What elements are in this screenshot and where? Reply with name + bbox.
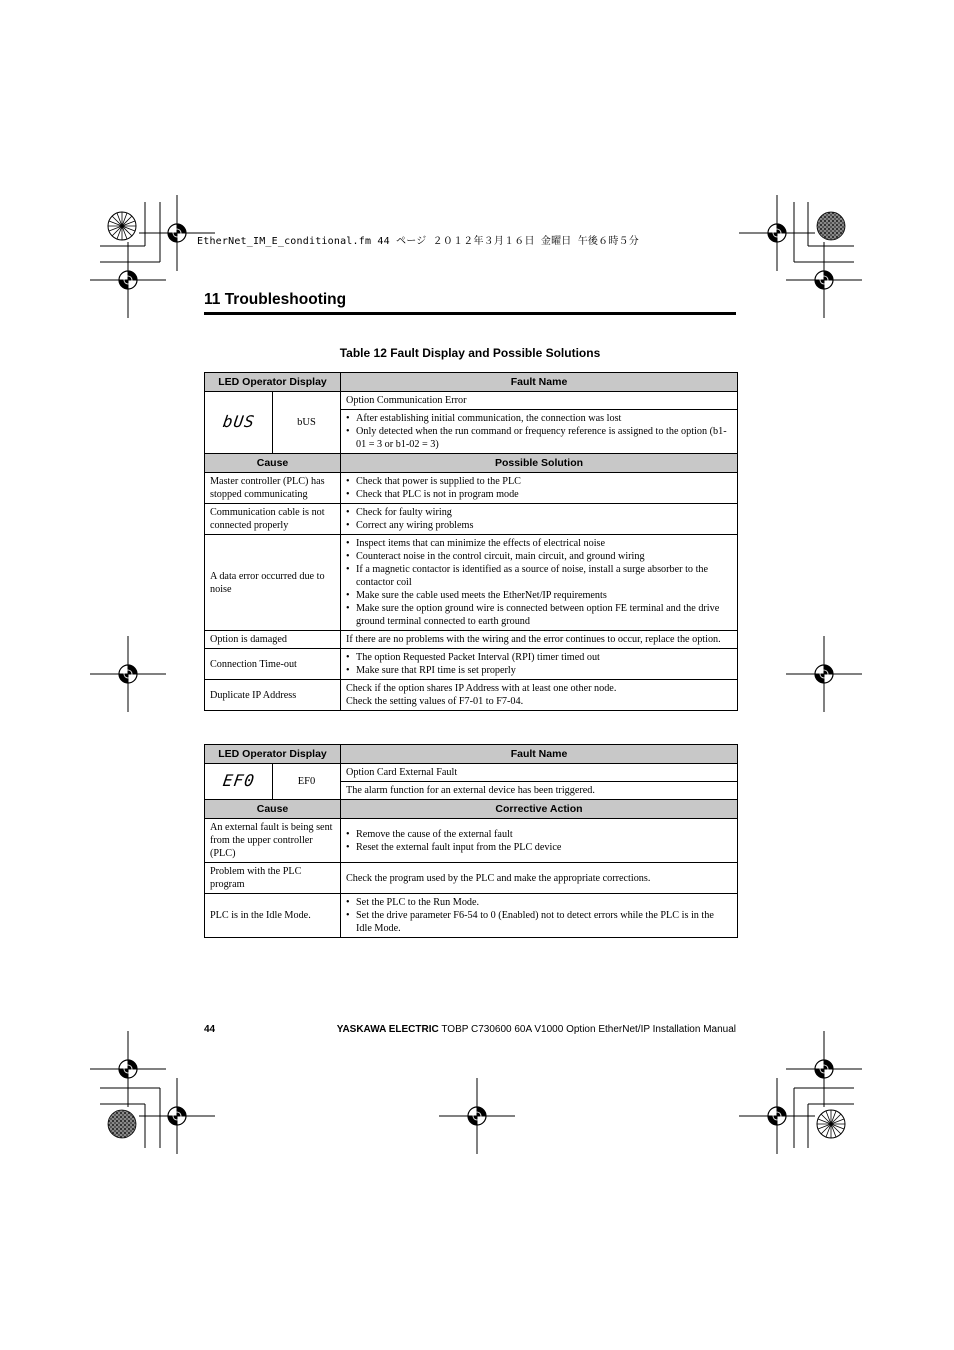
list-item: • After establishing initial communication, the connection was lost — [346, 412, 732, 425]
fault-table-bus — [204, 372, 738, 711]
list-item: • Inspect items that can minimize the effects of electrical noise — [346, 537, 732, 550]
table-row — [205, 894, 738, 938]
footer-manual-title — [337, 1024, 736, 1035]
table-row — [205, 473, 738, 504]
registration-mark — [739, 195, 815, 271]
cause-cell: Option is damaged — [205, 631, 341, 649]
list-item: • Set the drive parameter F6-54 to 0 (Enabled) not to detect errors while the PLC is in the Idle Mode. — [346, 909, 732, 935]
header-possible-solution: Possible Solution — [341, 454, 738, 473]
registration-mark — [786, 242, 862, 318]
action-cell — [341, 819, 738, 863]
list-item: • Make sure the cable used meets the EtherNet/IP requirements — [346, 589, 732, 602]
gray-swatch-mark — [108, 1110, 136, 1138]
header-cause: Cause — [205, 454, 341, 473]
solution-cell — [341, 504, 738, 535]
solution-cell: If there are no problems with the wiring and the error continues to occur, replace the option. — [341, 631, 738, 649]
table-caption: Table 12 Fault Display and Possible Solutions — [339, 346, 601, 360]
fault-name: Option Communication Error — [341, 392, 738, 410]
page-number: 44 — [204, 1024, 216, 1035]
header-led-operator-display: LED Operator Display — [205, 745, 341, 764]
header-corrective-action: Corrective Action — [341, 800, 738, 819]
list-item: • Set the PLC to the Run Mode. — [346, 896, 732, 909]
cause-cell: PLC is in the Idle Mode. — [205, 894, 341, 938]
fault-name: Option Card External Fault — [341, 764, 738, 782]
solution-cell — [341, 535, 738, 631]
led-code: EF0 — [273, 764, 341, 800]
manual-title: TOBP C730600 60A V1000 Option EtherNet/IP Installation Manual — [441, 1024, 736, 1035]
header-fault-name: Fault Name — [341, 373, 738, 392]
brand-name: YASKAWA ELECTRIC — [336, 1024, 439, 1035]
registration-mark — [139, 1078, 215, 1154]
table-row — [205, 680, 738, 711]
action-cell — [341, 894, 738, 938]
section-heading: 11 Troubleshooting — [204, 291, 736, 315]
registration-mark — [786, 1031, 862, 1107]
starburst-mark — [817, 1110, 845, 1138]
gray-swatch-mark — [817, 212, 845, 240]
table-row — [205, 649, 738, 680]
solution-cell — [341, 473, 738, 504]
registration-mark — [739, 1078, 815, 1154]
table-row — [205, 631, 738, 649]
solution-cell — [341, 649, 738, 680]
led-display-glyph: bUS — [205, 392, 273, 454]
cause-cell: Duplicate IP Address — [205, 680, 341, 711]
registration-mark — [439, 1078, 515, 1154]
header-led-operator-display: LED Operator Display — [205, 373, 341, 392]
list-item: • Check for faulty wiring — [346, 506, 732, 519]
table-row — [205, 535, 738, 631]
file-info-line: EtherNet_IM_E_conditional.fm 44 ページ ２０１２年３月１６日 金曜日 午後６時５分 — [197, 236, 639, 247]
list-item: • Check that power is supplied to the PLC — [346, 475, 732, 488]
list-item: • Reset the external fault input from the PLC device — [346, 841, 732, 854]
cause-cell: Connection Time-out — [205, 649, 341, 680]
list-item: • Check that PLC is not in program mode — [346, 488, 732, 501]
list-item: • The option Requested Packet Interval (RPI) timer timed out — [346, 651, 732, 664]
led-display-glyph: EF0 — [205, 764, 273, 800]
solution-cell — [341, 680, 738, 711]
cause-cell: Communication cable is not connected properly — [205, 504, 341, 535]
led-code: bUS — [273, 392, 341, 454]
table-row — [205, 863, 738, 894]
fault-table-ef0 — [204, 744, 738, 938]
registration-mark — [90, 242, 166, 318]
list-item: • Only detected when the run command or frequency reference is assigned to the option (b1-01 = 3 or b1-02 = 3) — [346, 425, 732, 451]
action-cell: Check the program used by the PLC and make the appropriate corrections. — [341, 863, 738, 894]
header-fault-name: Fault Name — [341, 745, 738, 764]
cause-cell: A data error occurred due to noise — [205, 535, 341, 631]
list-item: • Make sure the option ground wire is connected between option FE terminal and the drive ground terminal connected to earth ground — [346, 602, 732, 628]
list-item: • If a magnetic contactor is identified as a source of noise, install a surge absorber to the contactor coil — [346, 563, 732, 589]
registration-mark — [90, 1031, 166, 1107]
registration-mark — [786, 636, 862, 712]
list-item: • Correct any wiring problems — [346, 519, 732, 532]
table-row — [205, 504, 738, 535]
fault-notes — [341, 410, 738, 454]
registration-mark — [90, 636, 166, 712]
header-cause: Cause — [205, 800, 341, 819]
cause-cell: Master controller (PLC) has stopped communicating — [205, 473, 341, 504]
fault-notes: The alarm function for an external device has been triggered. — [341, 782, 738, 800]
list-item: • Make sure that RPI time is set properly — [346, 664, 732, 677]
starburst-mark — [108, 212, 136, 240]
list-item: • Remove the cause of the external fault — [346, 828, 732, 841]
cause-cell: An external fault is being sent from the upper controller (PLC) — [205, 819, 341, 863]
table-row — [205, 819, 738, 863]
cause-cell: Problem with the PLC program — [205, 863, 341, 894]
solution-line: Check the setting values of F7-01 to F7-04. — [346, 696, 524, 707]
list-item: • Counteract noise in the control circuit, main circuit, and ground wiring — [346, 550, 732, 563]
solution-line: Check if the option shares IP Address with at least one other node. — [346, 683, 617, 694]
